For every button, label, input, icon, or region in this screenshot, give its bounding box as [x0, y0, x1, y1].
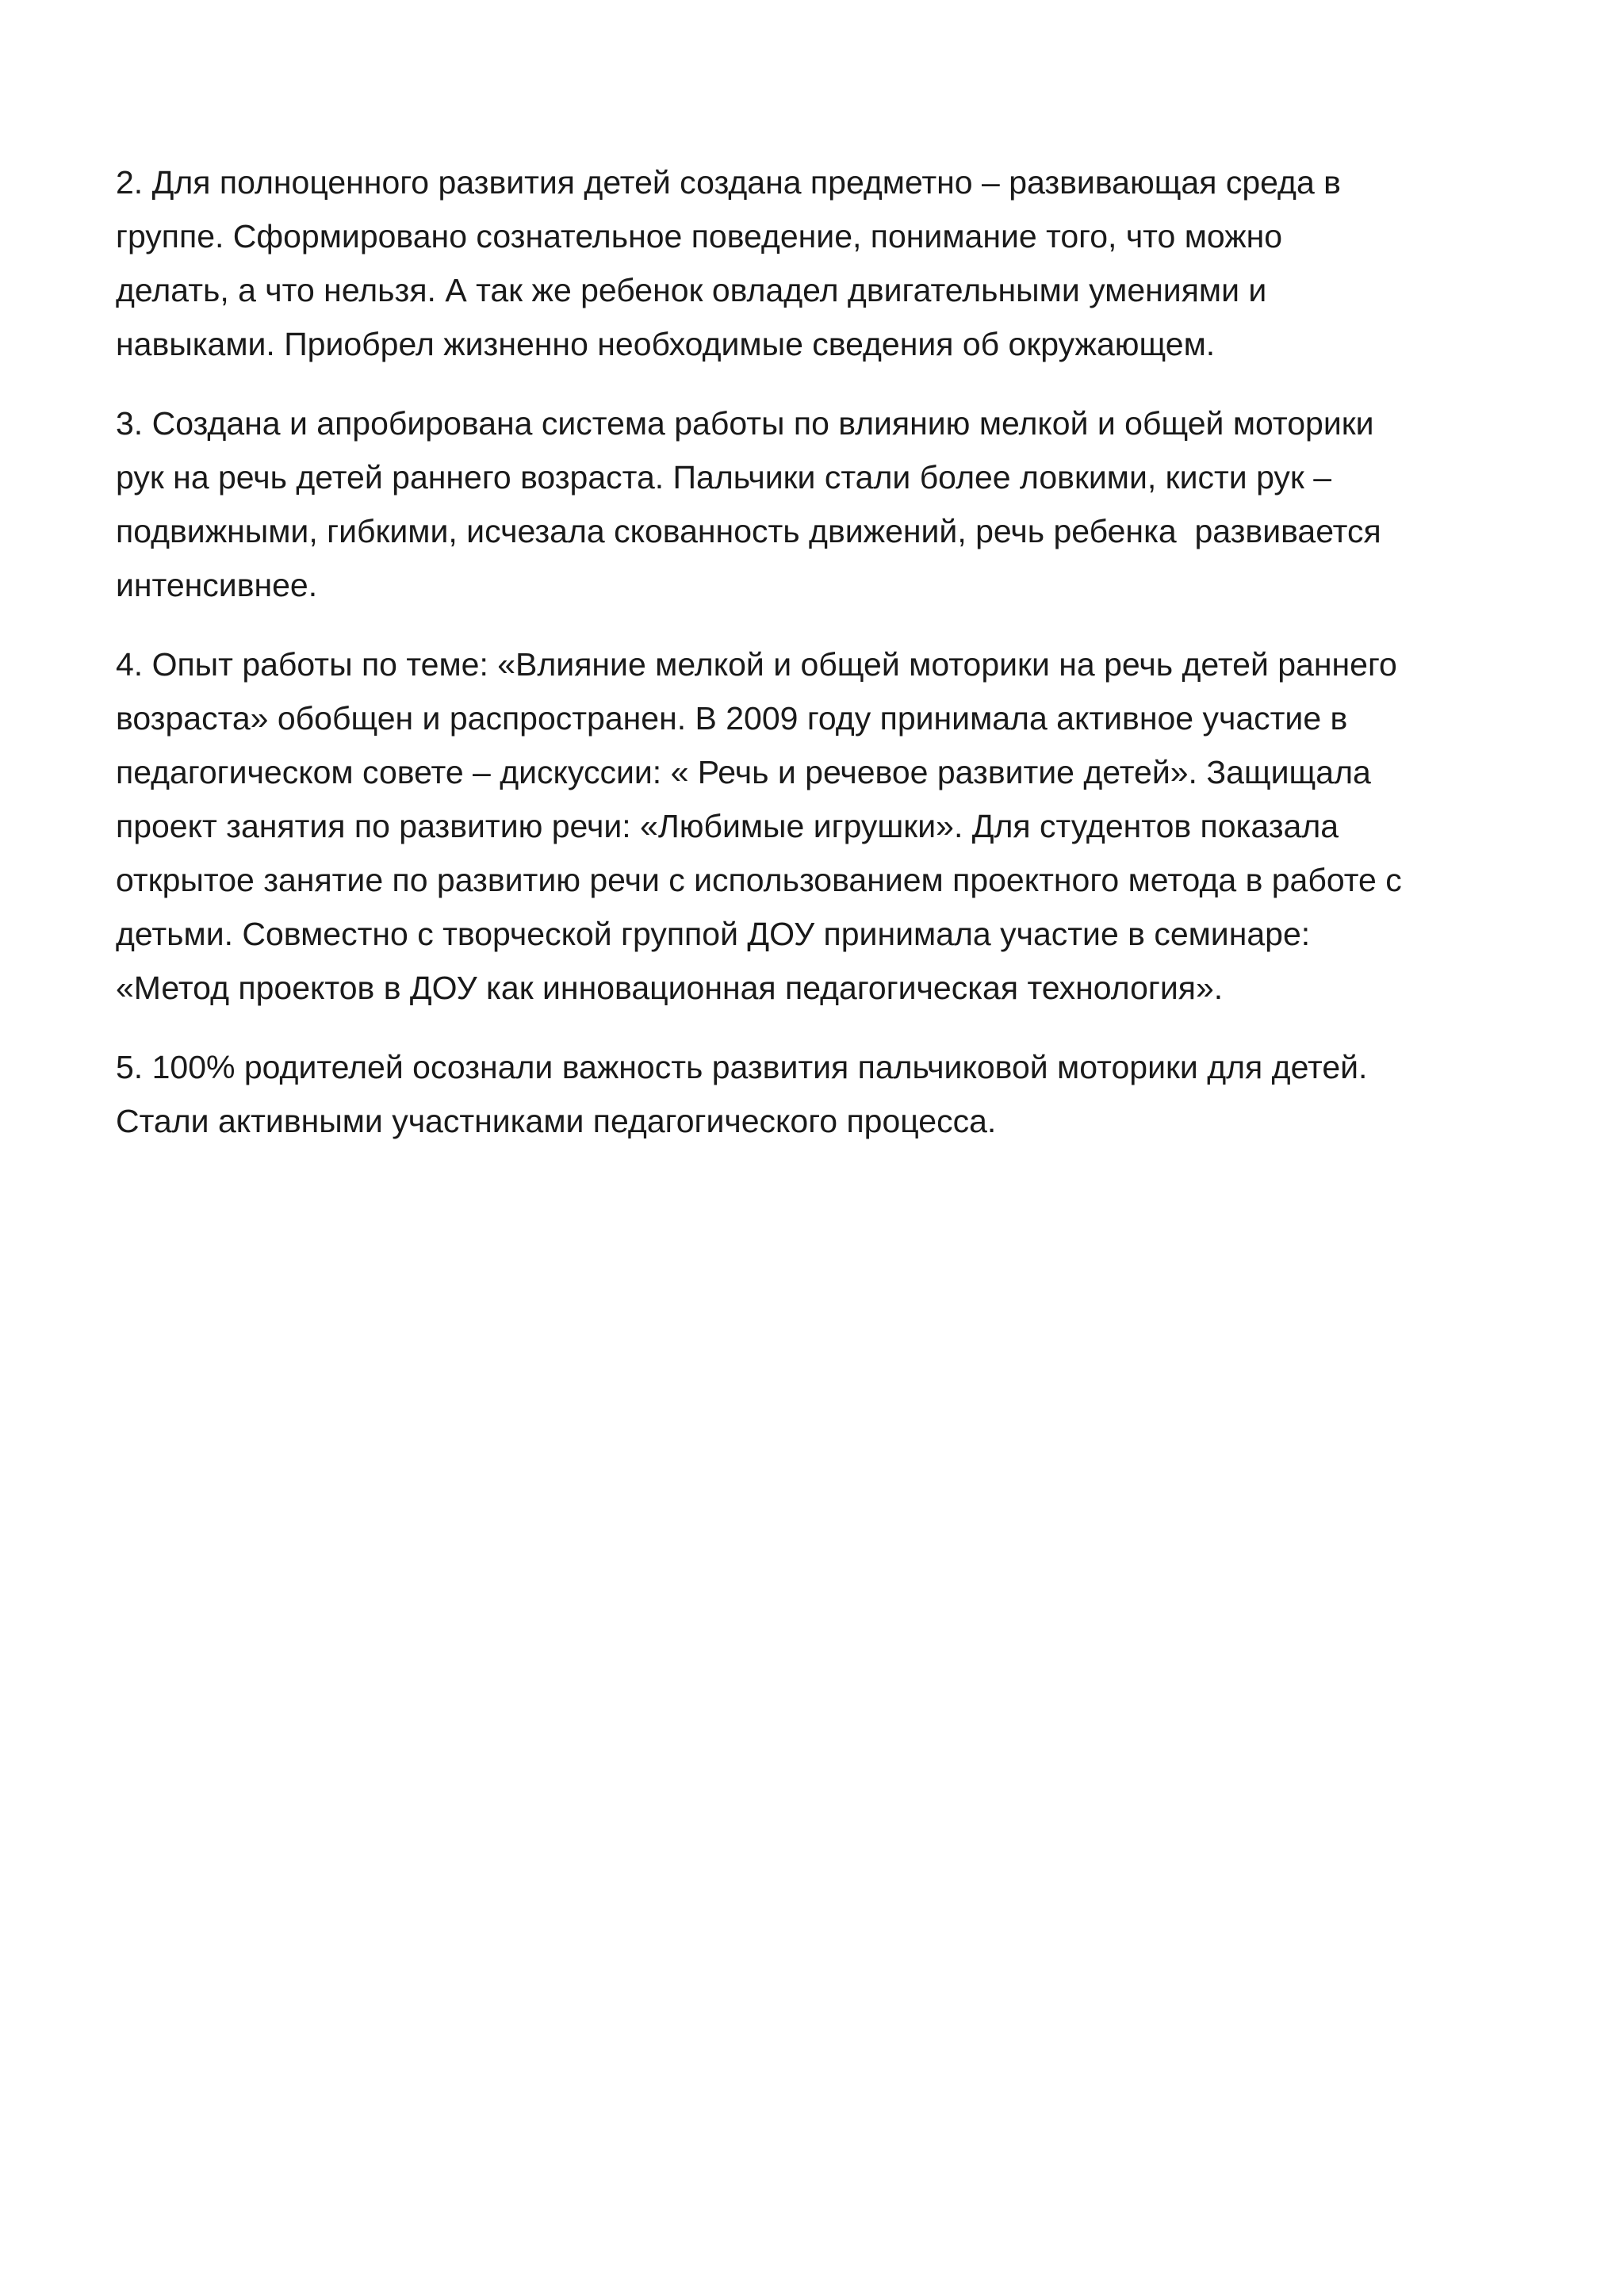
- paragraph-line: 4. Опыт работы по теме: «Влияние мелкой и общей моторики на речь детей раннего: [116, 646, 1397, 683]
- paragraph-line: детьми. Совместно с творческой группой ДОУ принимала участие в семинаре:: [116, 916, 1311, 952]
- paragraph-line: «Метод проектов в ДОУ как инновационная педагогическая технология».: [116, 970, 1224, 1006]
- paragraph-line: открытое занятие по развитию речи с использованием проектного метода в работе с: [116, 862, 1402, 898]
- paragraph-line: Стали активными участниками педагогического процесса.: [116, 1103, 997, 1139]
- paragraph-line: педагогическом совете – дискуссии: « Речь и речевое развитие детей». Защищала: [116, 754, 1371, 790]
- paragraph-line: подвижными, гибкими, исчезала скованность движений, речь ребенка развивается: [116, 513, 1381, 549]
- paragraph-3: [116, 396, 1543, 612]
- paragraph-line: рук на речь детей раннего возраста. Пальчики стали более ловкими, кисти рук –: [116, 459, 1332, 496]
- paragraph-2: [116, 155, 1543, 371]
- paragraph-5: [116, 1040, 1543, 1148]
- document-body: [116, 155, 1543, 1173]
- paragraph-line: 5. 100% родителей осознали важность развития пальчиковой моторики для детей.: [116, 1049, 1368, 1085]
- paragraph-line: группе. Сформировано сознательное поведение, понимание того, что можно: [116, 218, 1283, 254]
- paragraph-line: проект занятия по развитию речи: «Любимые игрушки». Для студентов показала: [116, 808, 1339, 844]
- paragraph-line: интенсивнее.: [116, 567, 318, 603]
- paragraph-line: 2. Для полноценного развития детей создана предметно – развивающая среда в: [116, 164, 1341, 201]
- paragraph-line: навыками. Приобрел жизненно необходимые сведения об окружающем.: [116, 326, 1216, 362]
- paragraph-line: возраста» обобщен и распространен. В 2009 году принимала активное участие в: [116, 700, 1348, 737]
- paragraph-4: [116, 637, 1543, 1015]
- paragraph-line: делать, а что нельзя. А так же ребенок овладел двигательными умениями и: [116, 272, 1267, 308]
- paragraph-line: 3. Создана и апробирована система работы по влиянию мелкой и общей моторики: [116, 405, 1374, 442]
